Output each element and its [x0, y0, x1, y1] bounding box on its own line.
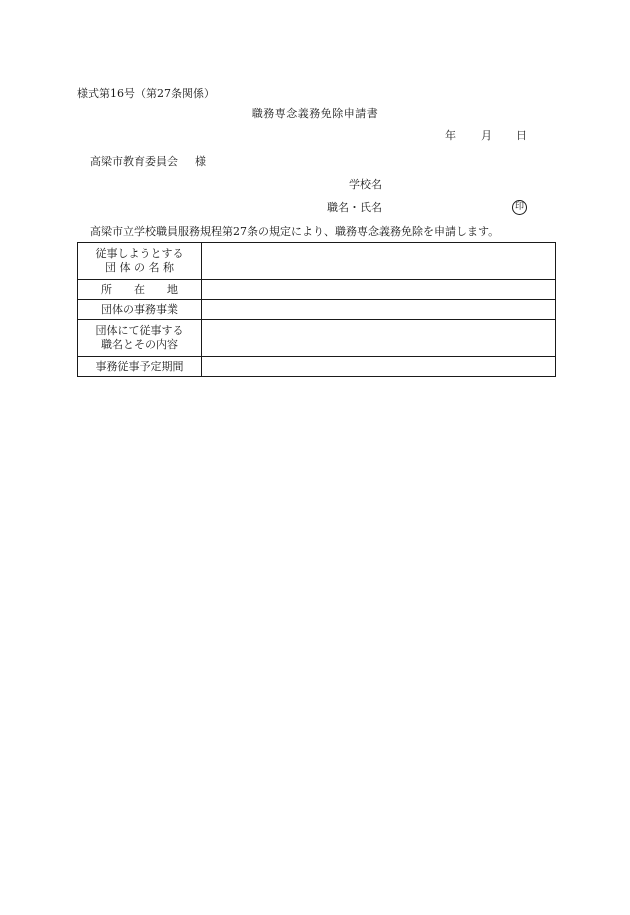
row-label-line: 事務従事予定期間: [95, 359, 184, 373]
date-year-label: 年: [445, 129, 456, 142]
application-table: [77, 242, 556, 377]
form-number: 様式第16号（第27条関係）: [77, 87, 215, 100]
row-label-location: [78, 280, 202, 300]
school-name-label: 学校名: [349, 178, 382, 191]
date-month-label: 月: [481, 129, 492, 142]
table-row: [78, 320, 556, 357]
row-label-line: 所 在 地: [101, 282, 178, 296]
business-field[interactable]: [202, 300, 556, 320]
addressee-name: 高梁市教育委員会: [90, 155, 178, 168]
row-label-line: 団 体 の 名 称: [105, 261, 174, 274]
addressee-honorific: 様: [195, 155, 206, 168]
table-row: [78, 357, 556, 377]
organization-name-field[interactable]: [202, 243, 556, 280]
row-label-line: 職名とその内容: [101, 338, 178, 351]
location-field[interactable]: [202, 280, 556, 300]
position-name-label: 職名・氏名: [327, 201, 382, 214]
position-duties-field[interactable]: [202, 320, 556, 357]
table-row: [78, 280, 556, 300]
seal-icon: 印: [512, 200, 527, 215]
period-field[interactable]: [202, 357, 556, 377]
table-row: [78, 300, 556, 320]
row-label-line: 従事しようとする: [95, 247, 184, 260]
table-row: [78, 243, 556, 280]
row-label-organization-name: [78, 243, 202, 280]
row-label-position-duties: [78, 320, 202, 357]
row-label-line: 団体にて従事する: [95, 324, 184, 337]
date-day-label: 日: [516, 129, 527, 142]
declaration-text: 高梁市立学校職員服務規程第27条の規定により、職務専念義務免除を申請します。: [90, 225, 500, 238]
row-label-line: 団体の事務事業: [101, 302, 178, 316]
row-label-business: [78, 300, 202, 320]
document-title: 職務専念義務免除申請書: [251, 107, 379, 120]
row-label-period: [78, 357, 202, 377]
